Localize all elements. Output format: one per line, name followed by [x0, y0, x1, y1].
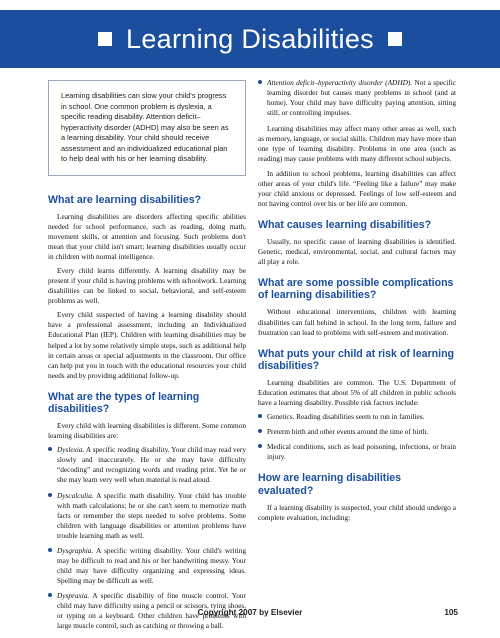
types-list — [48, 445, 246, 631]
term-description: A specific writing disability. Your child's writing may be difficult to read and his or her handwriting messy. Your child may have difficulty organizing and expressing ideas. Spelling may be difficult as well. — [57, 545, 246, 585]
paragraph: Every child suspected of having a learning disability should have a professional assessment, including an Individualized Educational Plan (IEP). Children with learning disabilities may be helped a lot by some relatively simple steps, such as additional help in certain areas or special adjustments in the classroom. Our office can help put you in touch with the educational resources your child needs and by providing additional follow-up. — [48, 310, 246, 380]
paragraph: Learning disabilities are common. The U.S. Department of Education estimates that about 5% of all children in public schools have a learning disability. Possible risk factors include: — [258, 377, 456, 408]
list-item — [48, 445, 246, 485]
paragraph: Every child learns differently. A learning disability may be present if your child is having problems with schoolwork. Learning disabilities can be linked to social, behavioral, and self-esteem problems as well. — [48, 266, 246, 306]
section-heading-what-are: What are learning disabilities? — [48, 193, 202, 206]
list-item — [48, 491, 246, 541]
bullet-icon — [258, 80, 262, 84]
bullet-icon — [258, 444, 262, 448]
risk-list — [258, 412, 456, 462]
paragraph: Learning disabilities may affect many other areas as well, such as memory, language, or social skills. Children may have more than one type of learning disability. Problems in one area (such as reading) may cause problems with many different school subjects. — [258, 124, 456, 164]
term-description: A specific disability of fine muscle control. Your child may have difficulty using a pencil or scissors, tying shoes, or typing on a keyboard. Other children have problems with large muscle control, such as catching or throwing a ball. — [57, 591, 246, 631]
right-column — [258, 78, 456, 527]
list-item — [258, 427, 456, 437]
section-heading-complications: What are some possible complications of learning disabilities? — [258, 277, 454, 302]
bullet-icon — [48, 593, 52, 597]
risk-factor: Preterm birth and other events around the time of birth. — [267, 427, 429, 437]
term-adhd: Attention deficit–hyperactivity disorder (ADHD). — [267, 78, 413, 87]
page-number: 105 — [444, 608, 458, 617]
left-column — [48, 78, 246, 637]
list-item — [258, 78, 456, 118]
bullet-icon — [258, 414, 262, 418]
page-title: Learning Disabilities — [126, 23, 374, 54]
section-heading-types: What are the types of learning disabilities? — [48, 390, 200, 415]
bullet-icon — [258, 429, 262, 433]
term-dysgraphia: Dysgraphia. — [57, 545, 94, 555]
list-item — [258, 442, 456, 462]
bullet-icon — [48, 493, 52, 497]
list-item — [48, 546, 246, 586]
paragraph: Learning disabilities are disorders affecting specific abilities needed for school performance, such as reading, doing math, movement skills, or attention and focusing. Such problems don't mean that your child isn't smart; learning disabilities usually occur in children with normal intelligence. — [48, 211, 246, 262]
paragraph: Every child with learning disabilities is different. Some common learning disabilities are: — [48, 421, 246, 441]
risk-factor: Genetics. Reading disabilities seem to run in families. — [267, 412, 425, 422]
risk-factor: Medical conditions, such as lead poisoning, infections, or brain injury. — [267, 442, 456, 462]
term-description: Not a specific learning disorder but causes many problems in school (and at home). Your child may have difficulty paying attention, sitting still, or controlling impulses. — [267, 78, 456, 118]
term-dyslexia: Dyslexia. — [57, 445, 85, 455]
term-dyscalculia: Dyscalculia. — [57, 490, 94, 500]
copyright-notice: Copyright 2007 by Elsevier — [197, 608, 303, 617]
intro-box: Learning disabilities can slow your child's progress in school. One common problem is dyslexia, a specific reading disability. Attention deficit–hyperactivity disorder (ADHD) may also be seen as a learning disability. Your child should receive assessment and an individualized educational plan to help deal with his or her learning disability. — [48, 80, 246, 176]
section-heading-causes: What causes learning disabilities? — [258, 218, 432, 231]
paragraph: Usually, no specific cause of learning disabilities is identified. Genetic, medical, environmental, social, and cultural factors may all play a role. — [258, 236, 456, 267]
term-description: A specific reading disability. Your child may read very slowly and inaccurately. He or she may have difficulty “decoding” and recognizing words and reading print. Yet he or she may learn very well when material is read aloud. — [57, 445, 246, 485]
term-dyspraxia: Dyspraxia. — [57, 591, 90, 601]
paragraph: In addition to school problems, learning disabilities can affect other areas of your child's life. “Feeling like a failure” may make your child anxious or depressed. Feelings of low self-esteem and not having control over his or her life are common. — [258, 168, 456, 208]
paragraph: If a learning disability is suspected, your child should undergo a complete evaluation, including: — [258, 502, 456, 522]
term-description: A specific math disability. Your child has trouble with math calculations; he or she can't seem to memorize math facts or remember the steps needed to solve problems. Some children with language disabilities or attention problems have trouble learning math as well. — [57, 490, 246, 540]
list-item — [258, 412, 456, 422]
square-bullet-icon — [98, 32, 112, 46]
bullet-icon — [48, 447, 52, 451]
bullet-icon — [48, 548, 52, 552]
page-footer — [0, 608, 500, 622]
section-heading-risk: What puts your child at risk of learning disabilities? — [258, 347, 455, 372]
types-list-continued — [258, 78, 456, 118]
square-bullet-icon — [388, 32, 402, 46]
section-heading-evaluated: How are learning disabilities evaluated? — [258, 472, 402, 497]
title-banner — [0, 10, 500, 68]
paragraph: Without educational interventions, children with learning disabilities can fall behind in school. In the long term, failure and frustration can lead to problems with self-esteem and motivation. — [258, 307, 456, 337]
